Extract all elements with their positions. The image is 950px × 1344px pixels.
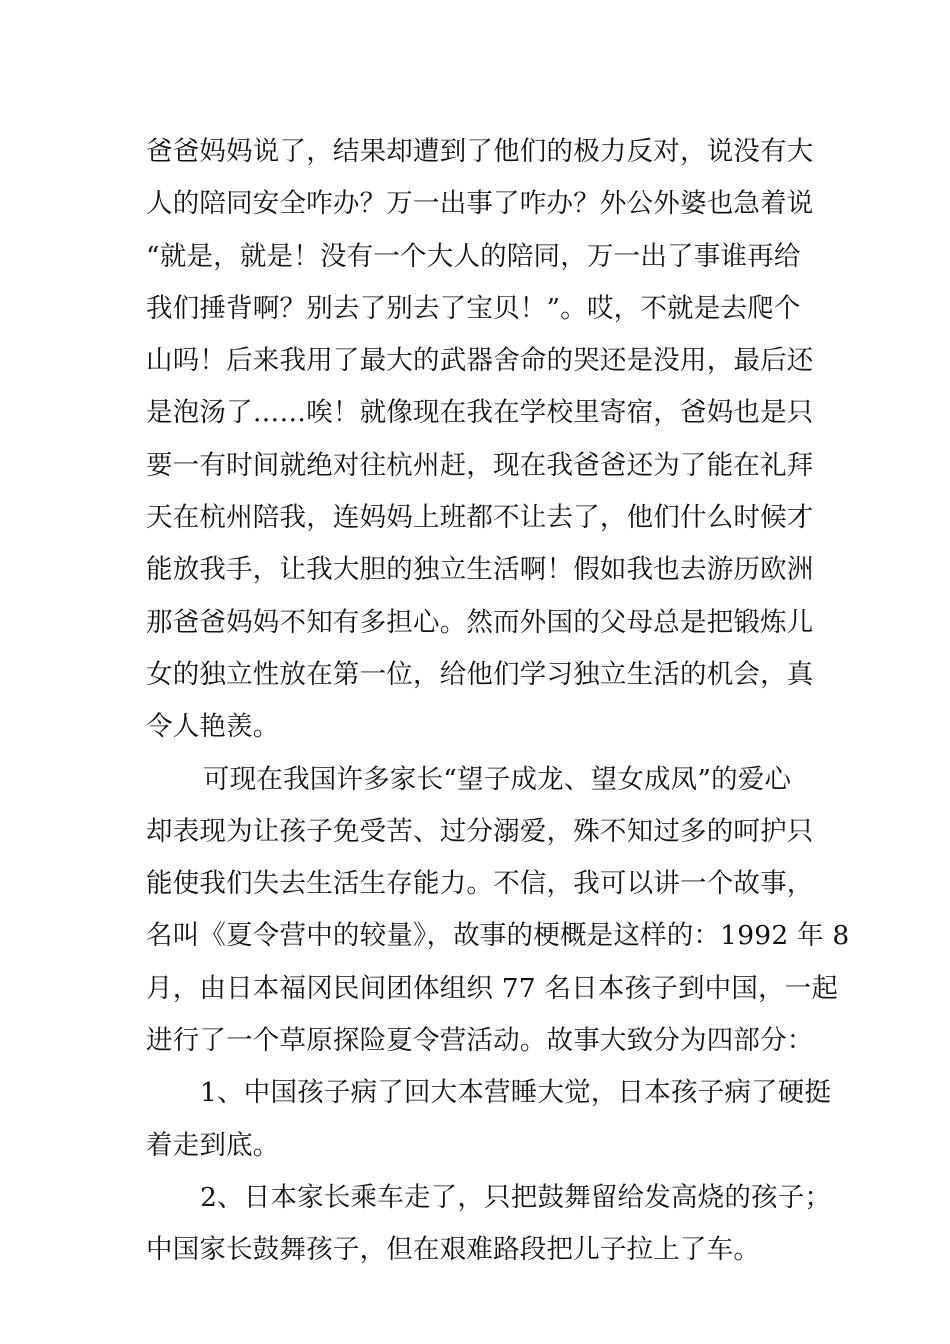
text-line: 中国家长鼓舞孩子，但在艰难路段把儿子拉上了车。 xyxy=(146,1234,761,1266)
text-line: 可现在我国许多家长“望子成龙、望女成凤”的爱心 xyxy=(203,763,792,795)
text-line: 爸爸妈妈说了，结果却遭到了他们的极力反对，说没有大 xyxy=(146,136,814,167)
text-line: 天在杭州陪我，连妈妈上班都不让去了，他们什么时候才 xyxy=(146,502,814,534)
list-item-2 xyxy=(146,1172,832,1277)
paragraph-1 xyxy=(146,126,814,754)
text-line: 名叫《夏令营中的较量》，故事的梗概是这样的：1992 年 8 xyxy=(146,920,850,952)
text-line: 月，由日本福冈民间团体组织 77 名日本孩子到中国，一起 xyxy=(146,972,839,1004)
text-line: 能使我们失去生活生存能力。不信，我可以讲一个故事， xyxy=(146,868,814,900)
text-line: 进行了一个草原探险夏令营活动。故事大致分为四部分： xyxy=(146,1025,814,1057)
text-line: 能放我手，让我大胆的独立生活啊！假如我也去游历欧洲 xyxy=(146,554,814,586)
text-line: 1、中国孩子病了回大本营睡大觉，日本孩子病了硬挺 xyxy=(200,1077,832,1109)
text-line: “就是，就是！没有一个大人的陪同，万一出了事谁再给 xyxy=(146,240,801,272)
text-line: 2、日本家长乘车走了，只把鼓舞留给发高烧的孩子； xyxy=(200,1181,832,1213)
text-line: 要一有时间就绝对往杭州赶，现在我爸爸还为了能在礼拜 xyxy=(146,449,814,481)
text-line: 却表现为让孩子免受苦、过分溺爱，殊不知过多的呵护只 xyxy=(146,815,814,847)
text-line: 人的陪同安全咋办？万一出事了咋办？外公外婆也急着说 xyxy=(146,188,814,220)
text-line: 山吗！后来我用了最大的武器舍命的哭还是没用，最后还 xyxy=(146,345,814,377)
text-line: 我们捶背啊？别去了别去了宝贝！”。哎，不就是去爬个 xyxy=(146,292,801,324)
text-line: 是泡汤了……唉！就像现在我在学校里寄宿，爸妈也是只 xyxy=(146,397,814,429)
text-line: 着走到底。 xyxy=(146,1129,280,1161)
list-item-1 xyxy=(146,1067,832,1172)
text-line: 令人艳羡。 xyxy=(146,711,280,743)
paragraph-2 xyxy=(146,754,850,1068)
text-line: 女的独立性放在第一位，给他们学习独立生活的机会，真 xyxy=(146,658,814,690)
text-line: 那爸爸妈妈不知有多担心。然而外国的父母总是把锻炼儿 xyxy=(146,606,814,638)
document-body xyxy=(146,126,850,1277)
